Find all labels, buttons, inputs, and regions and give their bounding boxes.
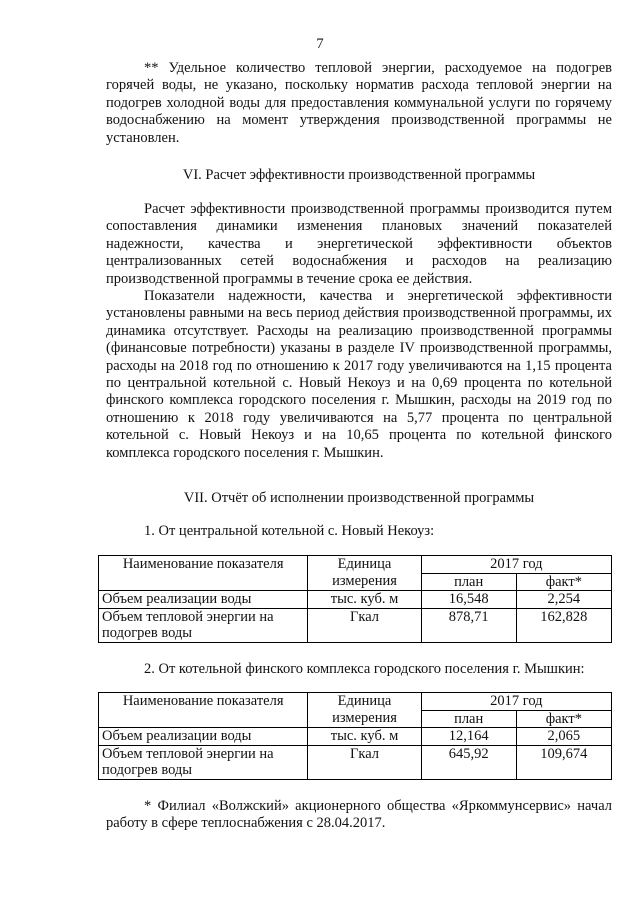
header-year: 2017 год	[421, 693, 611, 711]
row-fact: 2,065	[516, 728, 611, 746]
header-name: Наименование показателя	[99, 693, 308, 728]
header-fact: факт*	[516, 710, 611, 728]
table-row	[99, 728, 612, 746]
row-fact: 109,674	[516, 745, 611, 779]
row-fact: 162,828	[516, 608, 611, 642]
section7-subheading-2: 2. От котельной финского комплекса городского поселения г. Мышкин:	[144, 661, 585, 677]
row-name: Объем тепловой энергии на подогрев воды	[99, 608, 308, 642]
row-plan: 878,71	[421, 608, 516, 642]
section6-paragraph-2	[106, 288, 612, 462]
row-unit: Гкал	[308, 745, 421, 779]
header-fact: факт*	[516, 573, 611, 591]
header-plan: план	[421, 710, 516, 728]
header-year: 2017 год	[421, 556, 611, 574]
row-fact: 2,254	[516, 591, 611, 609]
section6-para1-text: Расчет эффективности производственной программы производится путем сопоставления динамики изменения плановых значений показателей надежности, качества и энергетической эффективности объектов централизованных сетей водоснабжения и расходов на реализацию производственной программы в течение срока ее действия.	[106, 201, 612, 287]
header-unit: Единица измерения	[308, 556, 421, 591]
row-name: Объем тепловой энергии на подогрев воды	[99, 745, 308, 779]
footnote-top-text: ** Удельное количество тепловой энергии, расходуемое на подогрев горячей воды, не указано, поскольку норматив расхода тепловой энергии на подогрев холодной воды для предоставления коммунальной услуги по горячему водоснабжению на момент утверждения производственной программы не установлен.	[106, 60, 612, 146]
section7-subheading-1: 1. От центральной котельной с. Новый Некоуз:	[144, 523, 435, 539]
row-plan: 16,548	[421, 591, 516, 609]
row-unit: тыс. куб. м	[308, 591, 421, 609]
page-number: 7	[316, 36, 324, 52]
row-unit: Гкал	[308, 608, 421, 642]
row-plan: 645,92	[421, 745, 516, 779]
footnote-bottom	[106, 798, 612, 833]
table-row	[99, 608, 612, 642]
header-plan: план	[421, 573, 516, 591]
report-table-2	[98, 692, 612, 780]
section6-paragraph-1	[106, 201, 612, 288]
row-plan: 12,164	[421, 728, 516, 746]
footnote-top	[106, 60, 612, 147]
report-table-1	[98, 555, 612, 643]
footnote-bottom-text: * Филиал «Волжский» акционерного общества «Яркоммунсервис» начал работу в сфере теплоснабжения с 28.04.2017.	[106, 798, 612, 832]
row-name: Объем реализации воды	[99, 591, 308, 609]
section7-title: VII. Отчёт об исполнении производственной программы	[183, 490, 535, 506]
table-row	[99, 745, 612, 779]
section6-title: VI. Расчет эффективности производственной программы	[182, 167, 536, 183]
section6-para2-text: Показатели надежности, качества и энергетической эффективности установлены равными на весь период действия производственной программы, их динамика отсутствует. Расходы на реализацию производственной программы (финансовые потребности) указаны в разделе IV производственной программы, расходы на 2018 год по отношению к 2017 году увеличиваются на 1,15 процента по центральной котельной с. Новый Некоуз и на 0,69 процента по котельной финского комплекса городского поселения г. Мышкин, расходы на 2019 год по отношению к 2018 году увеличиваются на 5,77 процента по центральной котельной с. Новый Некоуз и на 10,65 процента по котельной финского комплекса городского поселения г. Мышкин.	[106, 288, 612, 461]
table-row	[99, 591, 612, 609]
header-unit: Единица измерения	[308, 693, 421, 728]
row-unit: тыс. куб. м	[308, 728, 421, 746]
row-name: Объем реализации воды	[99, 728, 308, 746]
header-name: Наименование показателя	[99, 556, 308, 591]
